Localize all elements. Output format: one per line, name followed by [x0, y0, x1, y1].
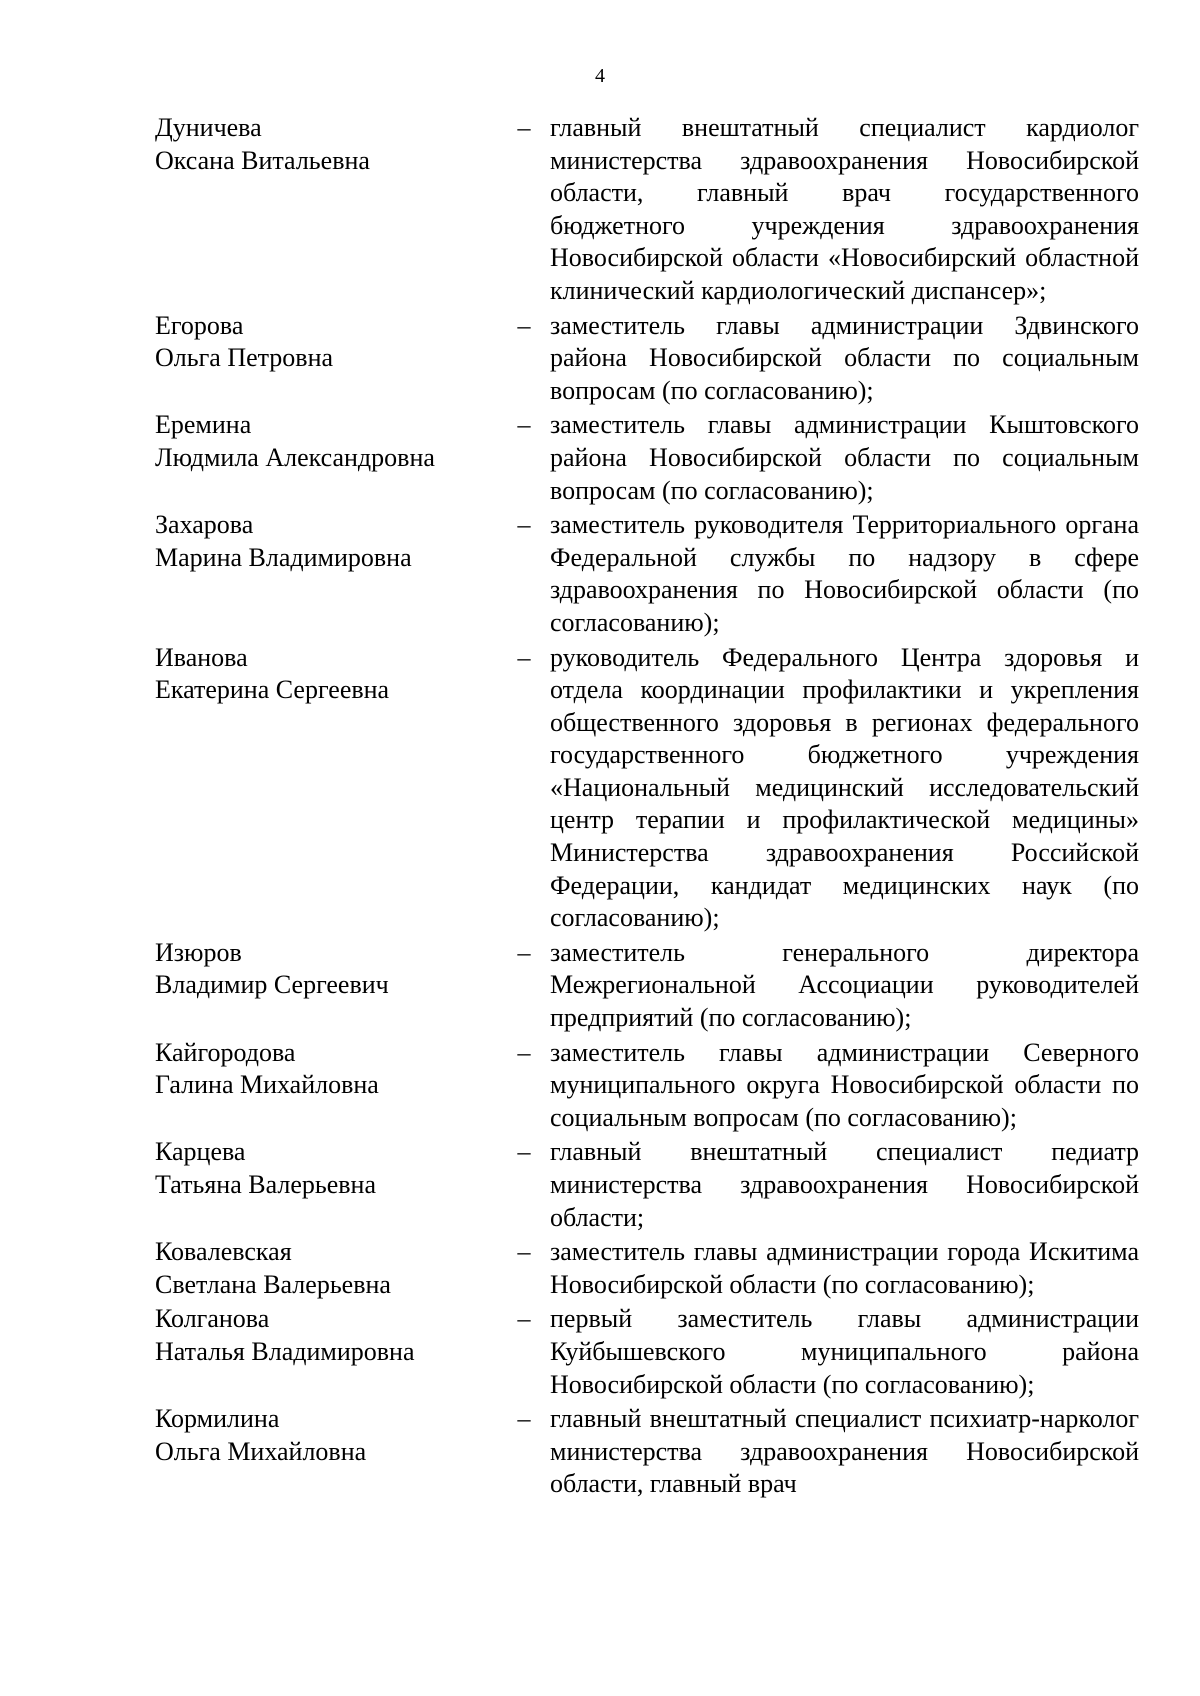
member-surname: Колганова: [155, 1304, 270, 1334]
dash-separator: –: [517, 642, 531, 672]
member-position: заместитель генерального директора Межрегиональной Ассоциации руководителей предприятий (по согласованию);: [550, 937, 1139, 1033]
member-surname: Ковалевская: [155, 1237, 292, 1267]
member-given-names: Галина Михайловна: [155, 1070, 379, 1100]
member-position: руководитель Федерального Центра здоровья и отдела координации профилактики и укрепления общественного здоровья в регионах федерального государственного бюджетного учреждения «Национальный медицинский исследовательский центр терапии и профилактической медицины» Министерства здравоохранения Российской Федерации, кандидат медицинских наук (по согласованию);: [550, 642, 1139, 933]
member-surname: Карцева: [155, 1137, 246, 1167]
member-given-names: Людмила Александровна: [155, 442, 435, 472]
member-given-names: Светлана Валерьевна: [155, 1269, 391, 1299]
member-surname: Егорова: [155, 310, 244, 340]
member-entry: [155, 1403, 1139, 1501]
member-entry: [155, 112, 1139, 308]
member-name: [155, 1037, 505, 1102]
member-name: [155, 642, 505, 707]
member-position: заместитель главы администрации Северного муниципального округа Новосибирской области по социальным вопросам (по согласованию);: [550, 1037, 1139, 1132]
dash-separator: –: [517, 1037, 531, 1067]
member-entry: [155, 1037, 1139, 1135]
member-entry: [155, 409, 1139, 507]
member-surname: Изюров: [155, 937, 242, 967]
member-given-names: Марина Владимировна: [155, 542, 412, 572]
member-position: заместитель главы администрации Кыштовского района Новосибирской области по социальным вопросам (по согласованию);: [550, 410, 1139, 505]
member-position: первый заместитель главы администрации Куйбышевского муниципального района Новосибирской области (по согласованию);: [550, 1304, 1139, 1399]
member-surname: Дуничева: [155, 113, 262, 142]
member-position: главный внештатный специалист психиатр-нарколог министерства здравоохранения Новосибирской области, главный врач: [550, 1404, 1139, 1499]
member-surname: Кайгородова: [155, 1037, 296, 1067]
member-surname: Кормилина: [155, 1404, 280, 1434]
member-position: главный внештатный специалист педиатр министерства здравоохранения Новосибирской области;: [550, 1137, 1139, 1232]
dash-separator: –: [517, 510, 531, 540]
member-surname: Иванова: [155, 642, 248, 672]
member-name: [155, 409, 505, 474]
member-position: заместитель главы администрации города Искитима Новосибирской области (по согласованию);: [550, 1237, 1139, 1299]
page-number: 4: [595, 65, 605, 87]
member-name: [155, 1236, 505, 1301]
member-given-names: Ольга Михайловна: [155, 1436, 367, 1466]
member-name: [155, 1136, 505, 1201]
member-given-names: Владимир Сергеевич: [155, 970, 389, 1000]
member-name: [155, 310, 505, 375]
member-surname: Еремина: [155, 410, 252, 440]
member-entry: [155, 1303, 1139, 1401]
member-name: [155, 1303, 505, 1368]
member-position: заместитель руководителя Территориального органа Федеральной службы по надзору в сфере здравоохранения по Новосибирской области (по согласованию);: [550, 510, 1139, 637]
member-entry: [155, 937, 1139, 1035]
member-given-names: Татьяна Валерьевна: [155, 1170, 376, 1199]
member-given-names: Ольга Петровна: [155, 343, 334, 373]
dash-separator: –: [517, 410, 531, 440]
member-entry: [155, 642, 1139, 935]
member-position: главный внештатный специалист кардиолог министерства здравоохранения Новосибирской области, главный врач государственного бюджетного учреждения здравоохранения Новосибирской области «Новосибирский областной клинический кардиологический диспансер»;: [550, 113, 1139, 305]
member-given-names: Наталья Владимировна: [155, 1336, 415, 1366]
member-entry: [155, 1236, 1139, 1301]
member-name: [155, 509, 505, 574]
dash-separator: –: [517, 1137, 531, 1167]
member-given-names: Оксана Витальевна: [155, 145, 370, 175]
member-list: [155, 112, 1139, 1503]
member-name: [155, 1403, 505, 1468]
member-surname: Захарова: [155, 510, 254, 540]
member-entry: [155, 1136, 1139, 1234]
dash-separator: –: [517, 310, 531, 340]
dash-separator: –: [517, 1237, 531, 1267]
member-position: заместитель главы администрации Здвинского района Новосибирской области по социальным вопросам (по согласованию);: [550, 310, 1139, 405]
dash-separator: –: [517, 937, 531, 967]
dash-separator: –: [517, 1404, 531, 1434]
dash-separator: –: [517, 113, 531, 142]
dash-separator: –: [517, 1304, 531, 1334]
member-name: [155, 937, 505, 1002]
member-name: [155, 112, 505, 177]
member-entry: [155, 509, 1139, 639]
member-entry: [155, 310, 1139, 408]
member-given-names: Екатерина Сергеевна: [155, 675, 390, 705]
